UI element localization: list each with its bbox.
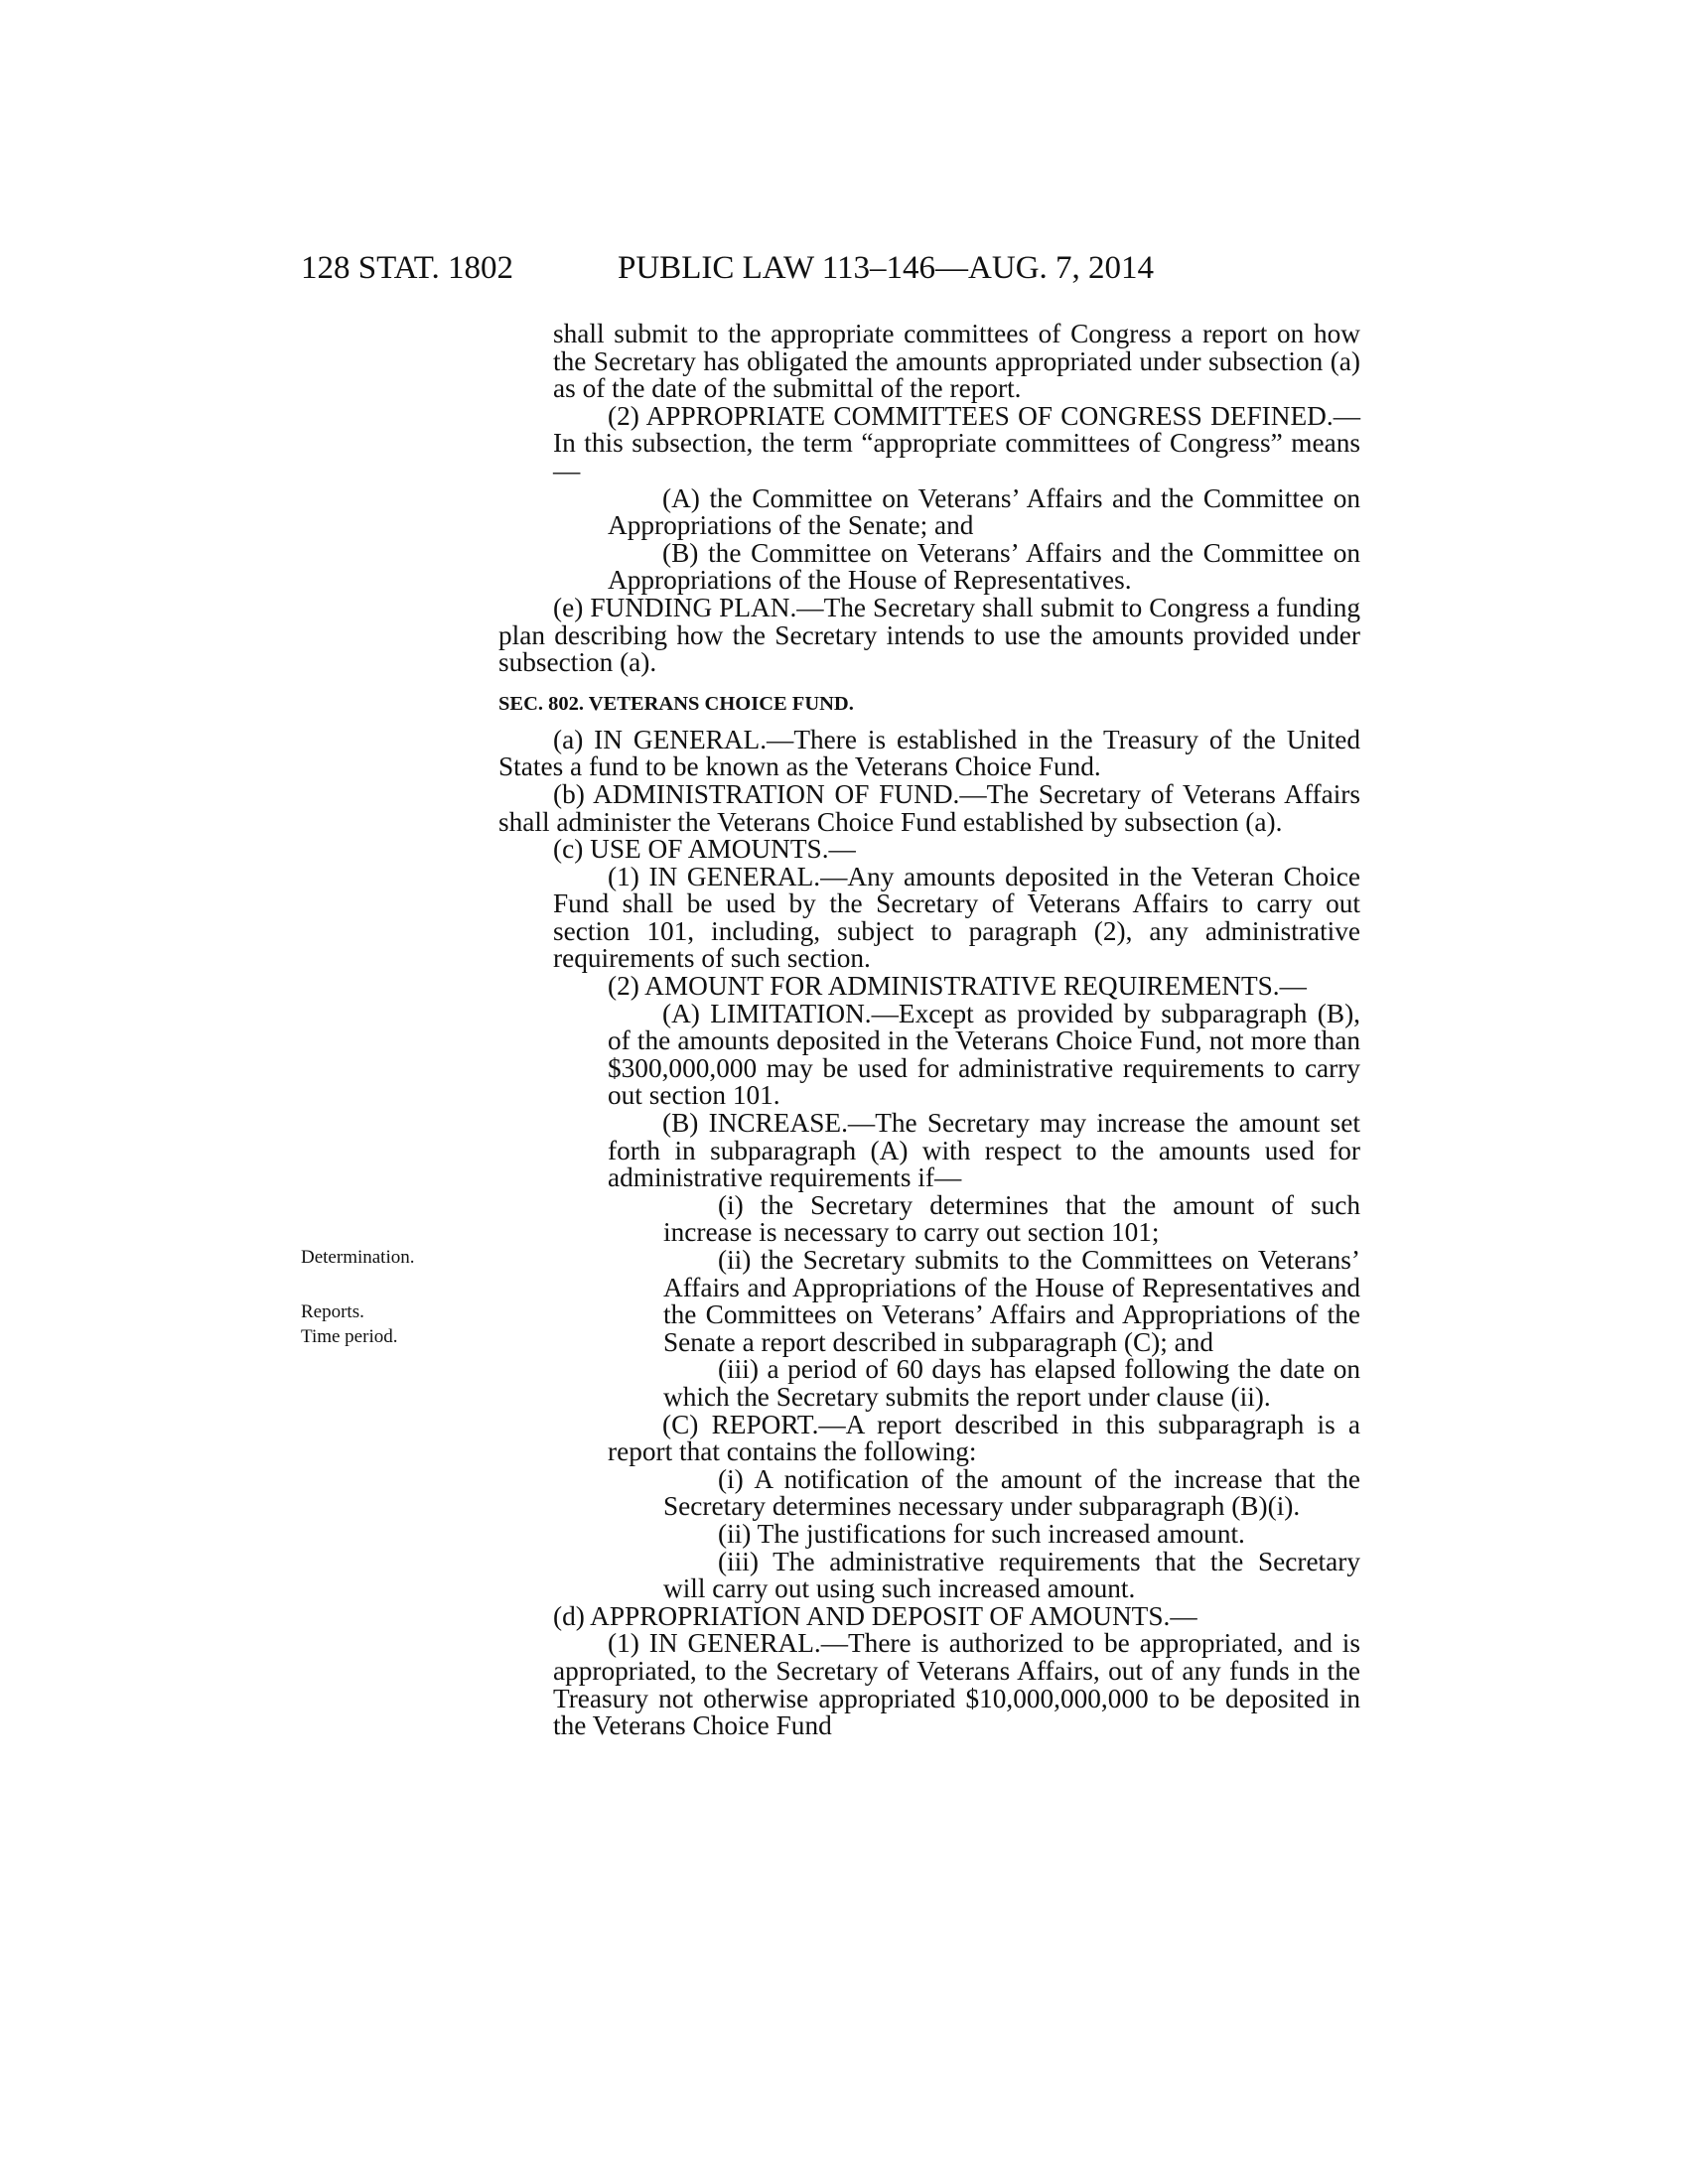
paragraph: (ii) The justifications for such increased amount. — [718, 1518, 1245, 1549]
paragraph: (i) A notification of the amount of the increase that the Secretary determines necessary under subparagraph (B)(i). — [663, 1463, 1360, 1522]
paragraph: (B) the Committee on Veterans’ Affairs and the Committee on Appropriations of the House of Representatives. — [608, 537, 1360, 596]
paragraph: (i) the Secretary determines that the amount of such increase is necessary to carry out section 101; — [663, 1189, 1360, 1248]
paragraph: (1) IN GENERAL.—There is authorized to be appropriated, and is appropriated, to the Secretary of Veterans Affairs, out of any funds in the Treasury not otherwise appropriated $10,000,000,000 to be deposited in the Veterans Choice Fund — [553, 1628, 1360, 1741]
paragraph: (1) IN GENERAL.—Any amounts deposited in the Veteran Choice Fund shall be used by the Secretary of Veterans Affairs to carry out section 101, including, subject to paragraph (2), any administrative requirements of such section. — [553, 861, 1360, 974]
page-stat-citation: 128 STAT. 1802 — [301, 250, 514, 286]
paragraph: (B) INCREASE.—The Secretary may increase the amount set forth in subparagraph (A) with respect to the amounts used for administrative requirements if— — [608, 1108, 1360, 1193]
margin-note-reports: Reports. — [301, 1301, 364, 1322]
paragraph: (b) ADMINISTRATION OF FUND.—The Secretary of Veterans Affairs shall administer the Veterans Choice Fund established by subsection (a). — [498, 778, 1360, 837]
paragraph: (C) REPORT.—A report described in this subparagraph is a report that contains the following: — [608, 1409, 1360, 1467]
paragraph: (A) LIMITATION.—Except as provided by subparagraph (B), of the amounts deposited in the Veterans Choice Fund, not more than $300,000,000 may be used for administrative requirements to carry out section 101. — [608, 998, 1360, 1111]
paragraph: (2) AMOUNT FOR ADMINISTRATIVE REQUIREMENTS.— — [608, 971, 1307, 1002]
page-header-title: PUBLIC LAW 113–146—AUG. 7, 2014 — [618, 250, 1155, 286]
paragraph: shall submit to the appropriate committees of Congress a report on how the Secretary has obligated the amounts appropriated under subsection (a) as of the date of the submittal of the report. — [553, 319, 1360, 404]
statute-body — [498, 321, 1360, 1740]
paragraph: (A) the Committee on Veterans’ Affairs and the Committee on Appropriations of the Senate; and — [608, 482, 1360, 541]
paragraph: (a) IN GENERAL.—There is established in the Treasury of the United States a fund to be known as the Veterans Choice Fund. — [498, 724, 1360, 782]
section-heading: SEC. 802. VETERANS CHOICE FUND. — [498, 692, 854, 715]
paragraph: (ii) the Secretary submits to the Committees on Veterans’ Affairs and Appropriations of the House of Representatives and the Committees on Veterans’ Affairs and Appropriations of the Senate a report described in subparagraph (C); and — [663, 1245, 1360, 1357]
paragraph: (iii) The administrative requirements that the Secretary will carry out using such increased amount. — [663, 1546, 1360, 1604]
paragraph: (c) USE OF AMOUNTS.— — [553, 834, 856, 865]
paragraph: (e) FUNDING PLAN.—The Secretary shall submit to Congress a funding plan describing how the Secretary intends to use the amounts provided under subsection (a). — [498, 592, 1360, 678]
paragraph: (iii) a period of 60 days has elapsed following the date on which the Secretary submits the report under clause (ii). — [663, 1354, 1360, 1412]
margin-note-time-period: Time period. — [301, 1326, 398, 1347]
paragraph: (d) APPROPRIATION AND DEPOSIT OF AMOUNTS.— — [553, 1600, 1197, 1631]
paragraph: (2) APPROPRIATE COMMITTEES OF CONGRESS DEFINED.—In this subsection, the term “appropriate committees of Congress” means— — [553, 400, 1360, 485]
margin-note-determination: Determination. — [301, 1247, 415, 1268]
